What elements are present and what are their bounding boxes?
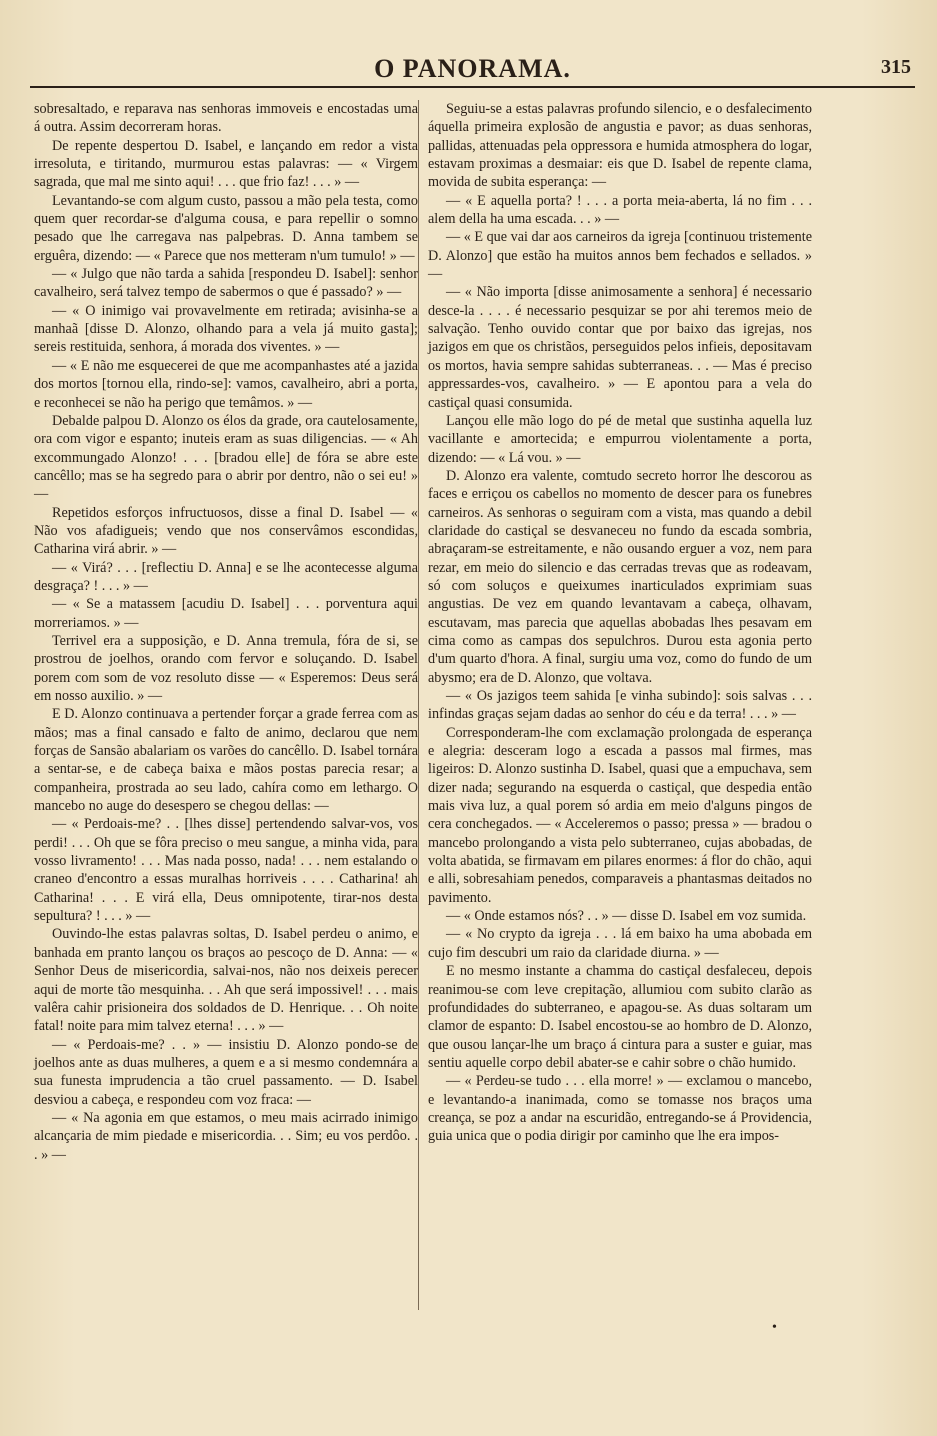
page-header xyxy=(30,50,915,88)
paragraph: Lançou elle mão logo do pé de metal que sustinha aquella luz vacillante e amortecida; e empurrou violentamente a porta, dizendo: — « Lá vou. » — xyxy=(428,412,812,466)
page-number: 315 xyxy=(881,56,911,78)
paragraph: Terrivel era a supposição, e D. Anna tremula, fóra de si, se prostrou de joelhos, orando com fervor e soluçando. D. Isabel porem com som de voz resoluto disse — « Esperemos: Deus será em nosso auxilio. » — xyxy=(34,632,418,704)
paragraph: — « Perdeu-se tudo . . . ella morre! » — exclamou o mancebo, e levantando-a inanimada, como se tomasse nos braços uma creança, se poz a andar na escuridão, entregando-se á Providencia, guia unica que o podia dirigir por caminho que lhe era impos- xyxy=(428,1073,812,1145)
paragraph: De repente despertou D. Isabel, e lançando em redor a vista irresoluta, e tiritando, murmurou estas palavras: — « Virgem sagrada, que mal me sinto aqui! . . . que frio faz! . . . » — xyxy=(34,137,418,191)
paragraph: — « O inimigo vai provavelmente em retirada; avisinha-se a manhaã [disse D. Alonzo, olhando para a vela já muito gasta]; sereis restituida, senhora, á morada dos viventes. » — xyxy=(34,302,418,356)
paragraph: sobresaltado, e reparava nas senhoras immoveis e encostadas uma á outra. Assim decorreram horas. xyxy=(34,101,418,136)
paragraph: — « E não me esquecerei de que me acompanhastes até a jazida dos mortos [tornou ella, rindo-se]: vamos, cavalheiro, abri a porta, e reconhecei se não ha perigo que temâmos. » — xyxy=(34,357,418,411)
paragraph: — « Se a matassem [acudiu D. Isabel] . . . porventura aqui morreriamos. » — xyxy=(34,596,418,631)
paragraph: — « Perdoais-me? . . [lhes disse] pertendendo salvar-vos, vos perdi! . . . Oh que se fôra preciso o meu sangue, a minha vida, para vosso livramento! . . . Mas nada posso, nada! . . . nem estalando o craneo d'encontro a essas muralhas horriveis . . . . Catharina! ah Catharina! . . . E virá ella, Deus omnipotente, tirar-nos desta sepultura? ! . . . » — xyxy=(34,816,418,925)
paragraph: Debalde palpou D. Alonzo os élos da grade, ora cautelosamente, ora com vigor e espanto; inuteis eram as suas diligencias. — « Ah excommungado Alonzo! . . . [bradou elle] de fóra se abre este cancêllo; mas se ha segredo para o abrir por dentro, não o sei eu! » — xyxy=(34,412,418,503)
paragraph: — « Virá? . . . [reflectiu D. Anna] e se lhe acontecesse alguma desgraça? ! . . . » — xyxy=(34,559,418,594)
paragraph: — « Na agonia em que estamos, o meu mais acirrado inimigo alcançaria de mim piedade e misericordia. . . Sim; eu vos perdôo. . . » — xyxy=(34,1109,418,1163)
paragraph: — « Julgo que não tarda a sahida [respondeu D. Isabel]: senhor cavalheiro, será talvez tempo de sabermos o que é passado? » — xyxy=(34,266,418,301)
paragraph: Seguiu-se a estas palavras profundo silencio, e o desfalecimento áquella primeira explosão de angustia e pavor; as duas senhoras, pallidas, attenuadas pela oppressora e humida atmosphera do logar, estavam proximas a desmaiar: eis que D. Isabel de repente clama, movida de subita esperança: — xyxy=(428,101,812,191)
paragraph: — « E aquella porta? ! . . . a porta meia-aberta, lá no fim . . . alem della ha uma escada. . . » — xyxy=(428,192,812,228)
column-divider xyxy=(418,100,419,1310)
paragraph: Repetidos esforços infructuosos, disse a final D. Isabel — « Não vos afadigueis; vendo que nos conservâmos escondidas, Catharina virá abrir. » — xyxy=(34,504,418,558)
paragraph: — « Onde estamos nós? . . » — disse D. Isabel em voz sumida. xyxy=(446,908,807,925)
paragraph: E D. Alonzo continuava a pertender forçar a grade ferrea com as mãos; mas a final cansado e falto de animo, declarou que nem forças de Sansão abalariam os varões do cancêllo. D. Isabel tornára a sentar-se, e de cabeça baixa e mãos postas parecia resar; a companheira, prostrada ao seu lado, cahíra como em lethargo. O mancebo no auge do desespero se chegou dellas: — xyxy=(34,706,418,815)
paragraph: — « Os jazigos teem sahida [e vinha subindo]: sois salvas . . . infindas graças sejam dadas ao senhor do céu e da terra! . . . » — xyxy=(428,688,812,723)
masthead-title: O PANORAMA. xyxy=(374,54,571,83)
paragraph: — « Perdoais-me? . . » — insistiu D. Alonzo pondo-se de joelhos ante as duas mulheres, a quem e a si mesmo condemnára a sua funesta imprudencia a tão cruel passamento. — D. Isabel desviou a cabeça, e respondeu com voz fraca: — xyxy=(34,1036,418,1108)
right-column xyxy=(428,100,812,1146)
paragraph: — « Não importa [disse animosamente a senhora] é necessario desce-la . . . . é necessario pesquizar se por ahi teremos meio de salvação. Tenho ouvido contar que por baixo das igrejas, nos jazigos em que os christãos, perseguidos pelos infieis, depositavam os mortos, havia sempre sahidas subterraneas. . . — Mas é preciso appressardes-vos, cavalheiro. » — E apontou para a vela do castiçal quasi consumida. xyxy=(428,284,812,411)
paragraph: D. Alonzo era valente, comtudo secreto horror lhe descorou as faces e erriçou os cabellos no momento de descer para os funebres carneiros. As senhoras o seguiram com a vista, mas quando a debil claridade do castiçal se desvaneceu no fundo da escada sombria, abraçaram-se estreitamente, e não ousando erguer a voz, nem para rezar, em meio do silencio e das cerradas trevas que as rodeavam, só com soluços e queixumes inarticulados exprimiam suas angustias. De vez em quando levantavam a cabeça, olhavam, escutavam, mas parecia que aquellas abobadas lhes pesavam em cima como as campas dos sepulchros. Durou esta agonia perto d'um quarto d'hora. A final, surgiu uma voz, como do fundo de um abysmo; era de D. Alonzo, que voltava. xyxy=(428,467,812,686)
paragraph: Corresponderam-lhe com exclamação prolongada de esperança e alegria: desceram logo a escada a passos mal firmes, mas ligeiros: D. Alonzo sustinha D. Isabel, quasi que a empuchava, sem dizer nada; segurando na esquerda o castiçal, que despedia então mais viva luz, a qual porem só ardia em meio d'alguns pingos de cera conchegados. — « Acceleremos o passo; pressa » — bradou o mancebo prolongando a vista pelo subterraneo, cujas abobadas, de volta abatida, se firmavam em pilares enormes: á flor do chão, aqui e alli, sobresahiam penedos, comparaveis a phantasmas deitados no pavimento. xyxy=(428,724,812,906)
paragraph: — « No crypto da igreja . . . lá em baixo ha uma abobada em cujo fim descubri um raio da claridade diurna. » — xyxy=(428,926,812,961)
paragraph: Levantando-se com algum custo, passou a mão pela testa, como quem quer recordar-se d'alguma cousa, e para repellir o somno pesado que lhe carregava nas palpebras. D. Anna tambem se erguêra, dizendo: — « Parece que nos metteram n'um tumulo! » — xyxy=(34,192,418,264)
paragraph: E no mesmo instante a chamma do castiçal desfaleceu, depois reanimou-se com leve crepitação, allumiou com subito clarão as profundidades do subterraneo, e apagou-se. As duas soltaram um clamor de espanto: D. Isabel encostou-se ao hombro de D. Alonzo, que ousou lançar-lhe um braço á cintura para a suster e guiar, mas sentiu aquelle corpo debil abater-se e cahir sobre o chão humido. xyxy=(428,963,812,1071)
printer-mark: • xyxy=(772,1320,777,1335)
paragraph: — « E que vai dar aos carneiros da igreja [continuou tristemente D. Alonzo] que estão ha muitos annos bem fechados e sellados. » — xyxy=(428,229,812,283)
paragraph: Ouvindo-lhe estas palavras soltas, D. Isabel perdeu o animo, e banhada em pranto lançou os braços ao pescoço de D. Anna: — « Senhor Deus de misericordia, salvai-nos, não nos deixeis perecer aqui de morte tão mesquinha. . . Ah que será impossivel! . . . mais valêra cahir prisioneira dos soldados de D. Henrique. . . Oh noite fatal! noite para mim talvez eterna! . . . » — xyxy=(34,926,418,1035)
left-column xyxy=(34,100,418,1164)
